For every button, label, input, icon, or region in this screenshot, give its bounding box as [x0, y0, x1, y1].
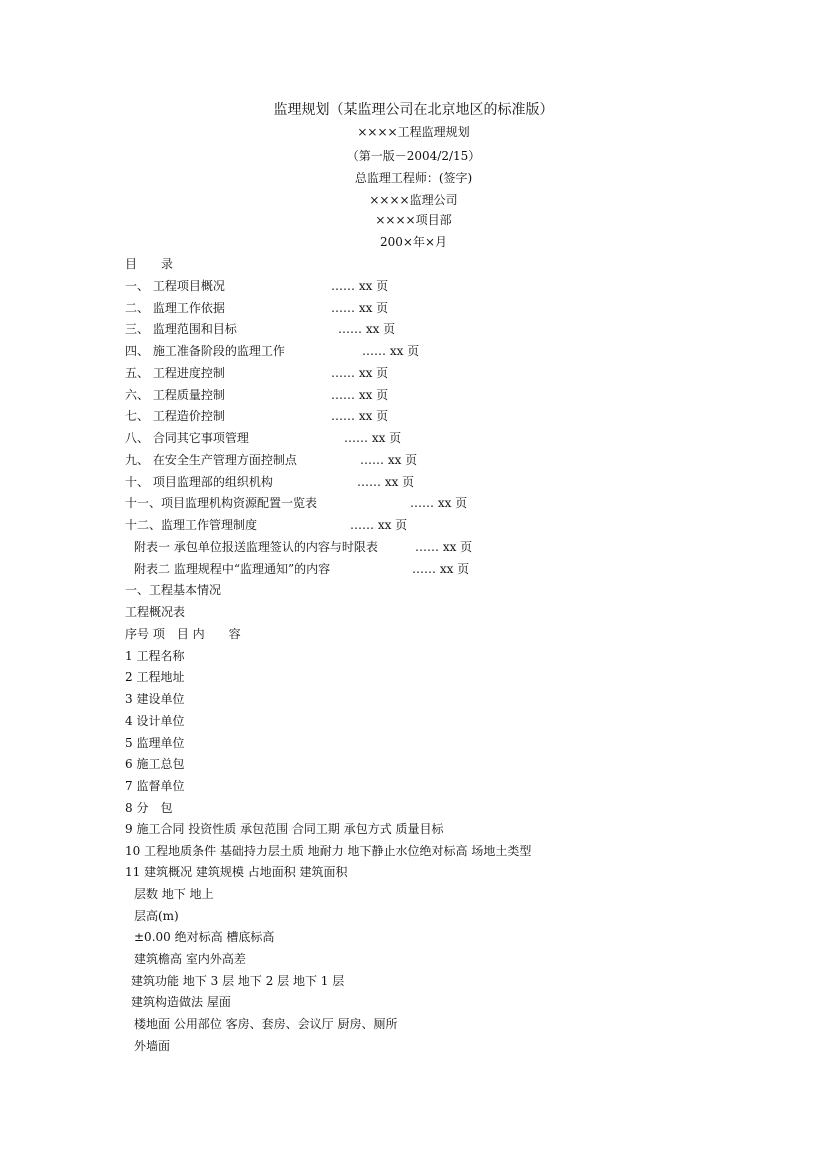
toc-item-label: 附表一 承包单位报送监理签认的内容与时限表 — [134, 540, 378, 554]
body-line: 10 工程地质条件 基础持力层土质 地耐力 地下静止水位绝对标高 场地土类型 — [125, 844, 532, 858]
toc-item-label: 十二、监理工作管理制度 — [125, 518, 258, 532]
toc-item-page: …… xx 页 — [360, 453, 418, 467]
body-line: 建筑功能 地下 3 层 地下 2 层 地下 1 层 — [131, 974, 345, 988]
toc-item-label: 六、 工程质量控制 — [125, 388, 225, 402]
toc-item-page: …… xx 页 — [331, 366, 389, 380]
document-title: 监理规划（某监理公司在北京地区的标准版） — [273, 102, 554, 118]
toc-item-page: …… xx 页 — [350, 518, 408, 532]
body-line: 1 工程名称 — [125, 649, 185, 663]
toc-item-label: 八、 合同其它事项管理 — [125, 431, 249, 445]
body-line: 序号 项 目 内 容 — [125, 627, 241, 641]
body-line: 2 工程地址 — [125, 670, 185, 684]
body-line: 5 监理单位 — [125, 736, 185, 750]
toc-item-page: …… xx 页 — [338, 322, 396, 336]
toc-item-label: 三、 监理范围和目标 — [125, 322, 237, 336]
body-line: 外墙面 — [134, 1039, 171, 1053]
toc-item-page: …… xx 页 — [331, 301, 389, 315]
toc-item-label: 四、 施工准备阶段的监理工作 — [125, 344, 285, 358]
company-line: ××××监理公司 — [369, 193, 458, 207]
toc-item-label: 一、 工程项目概况 — [125, 279, 225, 293]
body-line: 11 建筑概况 建筑规模 占地面积 建筑面积 — [125, 865, 348, 879]
toc-item-label: 七、 工程造价控制 — [125, 409, 225, 423]
body-line: 3 建设单位 — [125, 692, 185, 706]
toc-item-label: 九、 在安全生产管理方面控制点 — [125, 453, 297, 467]
toc-item-label: 十、 项目监理部的组织机构 — [125, 475, 273, 489]
body-line: 层高(m) — [134, 909, 179, 923]
body-line: 一、工程基本情况 — [125, 583, 222, 597]
document-subtitle: ××××工程监理规划 — [357, 125, 470, 139]
toc-item-label: 十一、项目监理机构资源配置一览表 — [125, 496, 318, 510]
toc-item-page: …… xx 页 — [331, 409, 389, 423]
body-line: 6 施工总包 — [125, 757, 185, 771]
toc-item-page: …… xx 页 — [412, 562, 470, 576]
body-line: 建筑檐高 室内外高差 — [134, 952, 246, 966]
toc-item-label: 五、 工程进度控制 — [125, 366, 225, 380]
toc-item-page: …… xx 页 — [331, 388, 389, 402]
body-line: 9 施工合同 投资性质 承包范围 合同工期 承包方式 质量目标 — [125, 822, 444, 836]
toc-item-page: …… xx 页 — [410, 496, 468, 510]
body-line: 层数 地下 地上 — [134, 887, 214, 901]
chief-engineer-line: 总监理工程师：(签字) — [354, 171, 473, 185]
toc-item-page: …… xx 页 — [415, 540, 473, 554]
department-line: ××××项目部 — [375, 213, 452, 227]
toc-item-label: 附表二 监理规程中“监理通知”的内容 — [134, 562, 331, 576]
body-line: 8 分 包 — [125, 801, 173, 815]
toc-item-page: …… xx 页 — [357, 475, 415, 489]
toc-heading: 目 录 — [125, 257, 174, 271]
body-line: 4 设计单位 — [125, 714, 185, 728]
body-line: 建筑构造做法 屋面 — [131, 995, 231, 1009]
body-line: 楼地面 公用部位 客房、套房、会议厅 厨房、厕所 — [134, 1017, 398, 1031]
edition-line: （第一版－2004/2/15） — [346, 149, 481, 163]
body-line: 7 监督单位 — [125, 779, 185, 793]
date-line: 200×年×月 — [379, 235, 447, 249]
toc-item-page: …… xx 页 — [331, 279, 389, 293]
toc-item-page: …… xx 页 — [344, 431, 402, 445]
toc-item-label: 二、 监理工作依据 — [125, 301, 225, 315]
toc-item-page: …… xx 页 — [362, 344, 420, 358]
body-line: ±0.00 绝对标高 槽底标高 — [134, 930, 275, 944]
body-line: 工程概况表 — [125, 605, 186, 619]
